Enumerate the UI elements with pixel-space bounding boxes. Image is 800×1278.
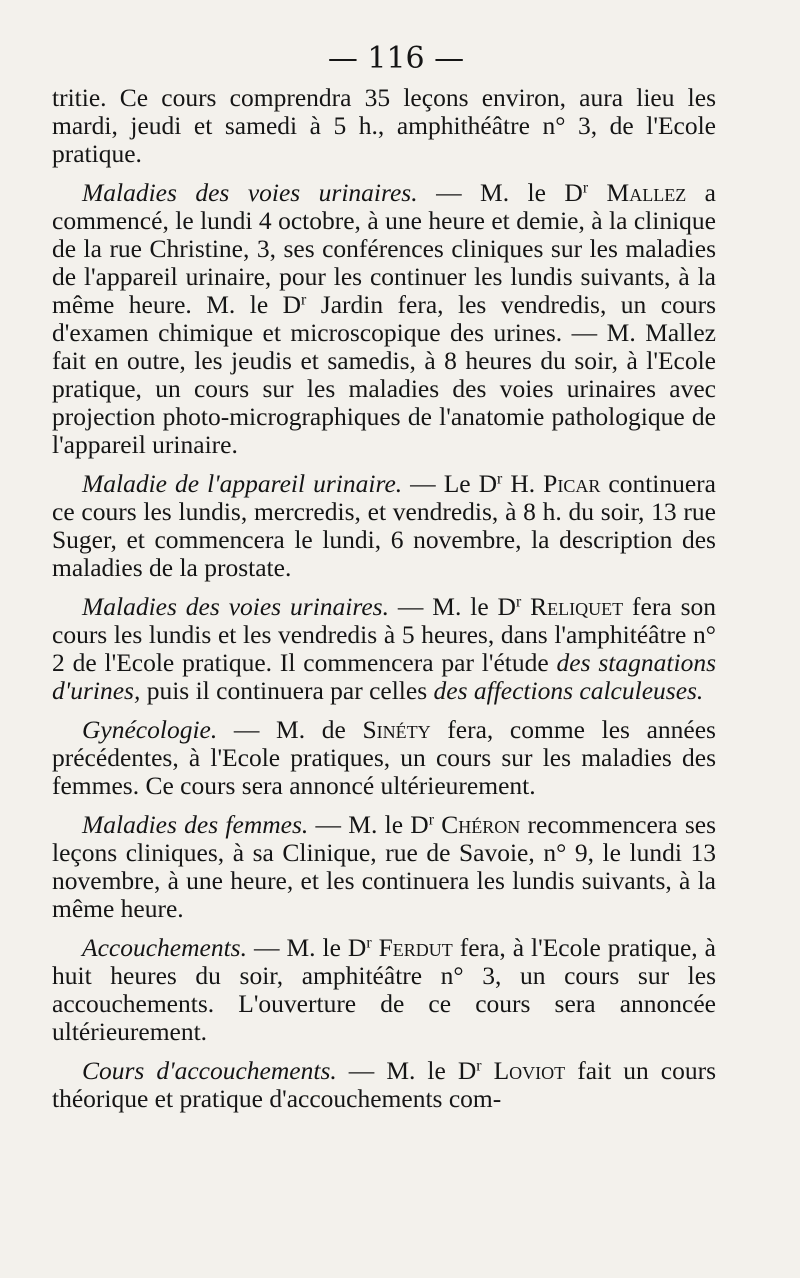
title-superscript: r	[515, 593, 522, 611]
section-heading: Maladies des voies urinaires.	[82, 592, 389, 621]
paragraph-text: puis il continuera par celles	[140, 676, 434, 705]
doctor-name: Ferdut	[371, 933, 453, 962]
paragraph-text: — M. de	[217, 715, 363, 744]
doctor-name: Chéron	[433, 810, 521, 839]
body-text	[52, 84, 716, 1113]
paragraph-text: — M. le D	[336, 1056, 477, 1085]
italic-phrase: des stagnations d'urines,	[52, 648, 716, 705]
paragraph-text: Jardin fera, les vendredis, un cours d'examen chimique et microscopique des urines. — M. Mallez fait en outre, les jeudis et samedis, à 8 heures du soir, à l'Ecole pratique, un cours sur les maladies des voies urinaires avec projection photo-micrographiques de l'anatomie pathologique de l'appareil urinaire.	[52, 290, 716, 459]
paragraph-text: — M. le D	[417, 178, 583, 207]
italic-phrase: des affections calculeuses.	[433, 676, 704, 705]
paragraph-text: fait un cours théorique et pratique d'accouchements com-	[52, 1056, 716, 1113]
paragraph-gynecology	[52, 716, 716, 800]
paragraph-text: — M. le D	[308, 810, 429, 839]
paragraph-urinary-picar	[52, 470, 716, 582]
doctor-name: Picar	[543, 469, 601, 498]
paragraph-continuation	[52, 84, 716, 168]
doctor-name: Mallez	[588, 178, 687, 207]
paragraph-urinary-mallez	[52, 179, 716, 459]
paragraph-obstetrics-ferdut	[52, 934, 716, 1046]
title-superscript: r	[582, 179, 589, 197]
doctor-name: Sinéty	[362, 715, 431, 744]
title-superscript: r	[476, 1057, 482, 1075]
paragraph-text: tritie. Ce cours comprendra 35 leçons environ, aura lieu les mardi, jeudi et samedi à 5 h., amphithéâtre n° 3, de l'Ecole pratique.	[52, 83, 716, 168]
section-heading: Gynécologie.	[82, 715, 218, 744]
paragraph-text: — M. le D	[246, 933, 367, 962]
doctor-name: Reliquet	[521, 592, 624, 621]
paragraph-text: recommencera ses leçons cliniques, à sa Clinique, rue de Savoie, n° 9, le lundi 13 novembre, à une heure, et les continuera les lundis suivants, à la même heure.	[52, 810, 717, 923]
page-number: — 116 —	[327, 41, 465, 76]
section-heading: Maladies des voies urinaires.	[82, 178, 418, 207]
paragraph-text: — M. le D	[388, 592, 516, 621]
paragraph-text: fera, comme les années précédentes, à l'Ecole pratiques, un cours sur les maladies des femmes. Ce cours sera annoncé ultérieurement.	[52, 715, 716, 800]
paragraph-text: a commencé, le lundi 4 octobre, à une heure et demie, à la clinique de la rue Christine, 3, ses conférences cliniques sur les maladies de l'appareil urinaire, pour les continuer les lundis suivants, à la même heure. M. le D	[52, 178, 716, 319]
paragraph-text: fera, à l'Ecole pratique, à huit heures du soir, amphitéâtre n° 3, un cours sur les accouchements. L'ouverture de ce cours sera annoncée ultérieurement.	[52, 933, 716, 1046]
section-heading: Maladie de l'appareil urinaire.	[82, 469, 403, 498]
paragraph-text: — Le D	[402, 469, 498, 498]
section-heading: Maladies des femmes.	[82, 810, 309, 839]
doctor-name: Loviot	[481, 1056, 566, 1085]
paragraph-womens-diseases	[52, 811, 716, 923]
section-heading: Accouchements.	[82, 933, 247, 962]
paragraph-text: continuera ce cours les lundis, mercredis, et vendredis, à 8 h. du soir, 13 rue Suger, et commencera le lundi, 6 novembre, la description des maladies de la prostate.	[52, 469, 716, 582]
title-superscript: r	[428, 811, 434, 829]
paragraph-obstetrics-loviot	[52, 1057, 716, 1113]
paragraph-urinary-reliquet	[52, 593, 716, 705]
section-heading: Cours d'accouchements.	[82, 1056, 337, 1085]
title-superscript: r	[301, 291, 307, 309]
title-superscript: r	[366, 934, 372, 952]
paragraph-text: fera son cours les lundis et les vendredis à 5 heures, dans l'amphitéâtre n° 2 de l'Ecole pratique. Il commencera par l'étude	[52, 592, 717, 677]
title-superscript: r	[497, 470, 503, 488]
paragraph-text: H.	[502, 469, 544, 498]
